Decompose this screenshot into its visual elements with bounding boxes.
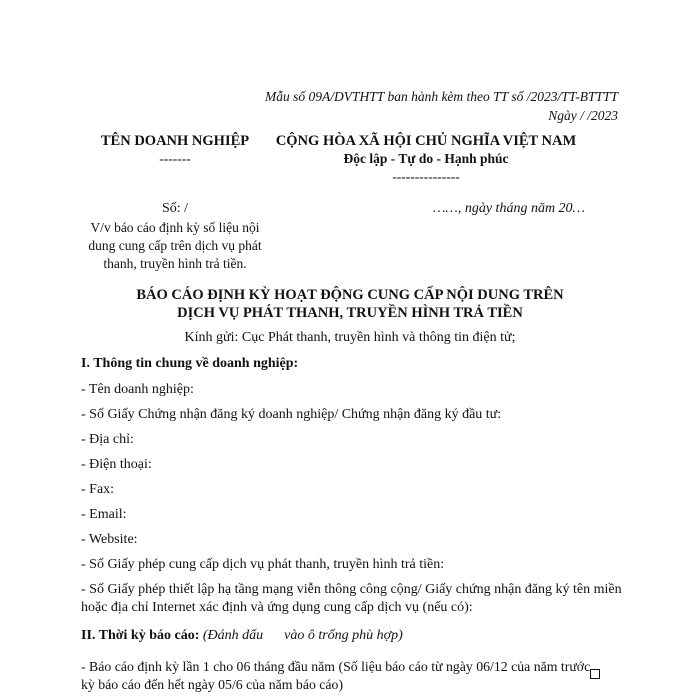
period-option-1-checkbox[interactable]	[590, 669, 600, 679]
field-broadcast-license: - Số Giấy phép cung cấp dịch vụ phát thanh, truyền hình trả tiền:	[81, 557, 445, 572]
document-number: Số: /	[161, 201, 189, 216]
field-website: - Website:	[81, 532, 138, 547]
section-2-heading-row	[81, 628, 403, 644]
field-telecom-license-line-1: - Số Giấy phép thiết lập hạ tầng mạng viễn thông công cộng/ Giấy chứng nhận đăng ký tên miền	[81, 582, 622, 597]
company-name-label: TÊN DOANH NGHIỆP	[100, 133, 250, 149]
field-company-name: - Tên doanh nghiệp:	[81, 382, 194, 397]
field-address: - Địa chỉ:	[81, 432, 134, 447]
report-title-line-2: DỊCH VỤ PHÁT THANH, TRUYỀN HÌNH TRẢ TIỀN	[177, 305, 523, 321]
template-note: Mẫu số 09A/DVTHTT ban hành kèm theo TT số /2023/TT-BTTTT	[265, 89, 618, 104]
national-motto: Độc lập - Tự do - Hạnh phúc	[343, 151, 509, 166]
subject-line-2: dung cung cấp trên dịch vụ phát	[88, 238, 262, 253]
period-option-1-line-1: - Báo cáo định kỳ lần 1 cho 06 tháng đầu năm (Số liệu báo cáo từ ngày 06/12 của năm trước	[81, 659, 591, 674]
date-note: Ngày / /2023	[548, 108, 618, 123]
field-phone: - Điện thoại:	[81, 457, 152, 472]
recipient-line: Kính gửi: Cục Phát thanh, truyền hình và thông tin điện tử;	[184, 330, 516, 345]
field-email: - Email:	[81, 507, 127, 522]
section-2-note: (Đánh dấu vào ô trống phù hợp)	[202, 628, 403, 643]
subject-line-1: V/v báo cáo định kỳ số liệu nội	[90, 220, 260, 235]
place-date: ……, ngày tháng năm 20…	[432, 201, 585, 216]
country-name: CỘNG HÒA XÃ HỘI CHỦ NGHĨA VIỆT NAM	[275, 133, 577, 149]
field-telecom-license-line-2: hoặc địa chỉ Internet xác định và ứng dụng cung cấp dịch vụ (nếu có):	[81, 600, 473, 615]
period-option-1-line-2: kỳ báo cáo đến hết ngày 05/6 của năm báo cáo)	[81, 677, 344, 692]
report-title-line-1: BÁO CÁO ĐỊNH KỲ HOẠT ĐỘNG CUNG CẤP NỘI DUNG TRÊN	[136, 287, 564, 303]
section-2-heading: II. Thời kỳ báo cáo:	[81, 628, 200, 643]
section-1-heading: I. Thông tin chung về doanh nghiệp:	[81, 356, 299, 371]
motto-dashes: ---------------	[392, 169, 460, 184]
field-fax: - Fax:	[81, 482, 115, 497]
subject-line-3: thanh, truyền hình trả tiền.	[103, 256, 247, 271]
company-dashes: -------	[159, 151, 191, 166]
field-business-registration: - Số Giấy Chứng nhận đăng ký doanh nghiệp/ Chứng nhận đăng ký đầu tư:	[81, 407, 502, 422]
